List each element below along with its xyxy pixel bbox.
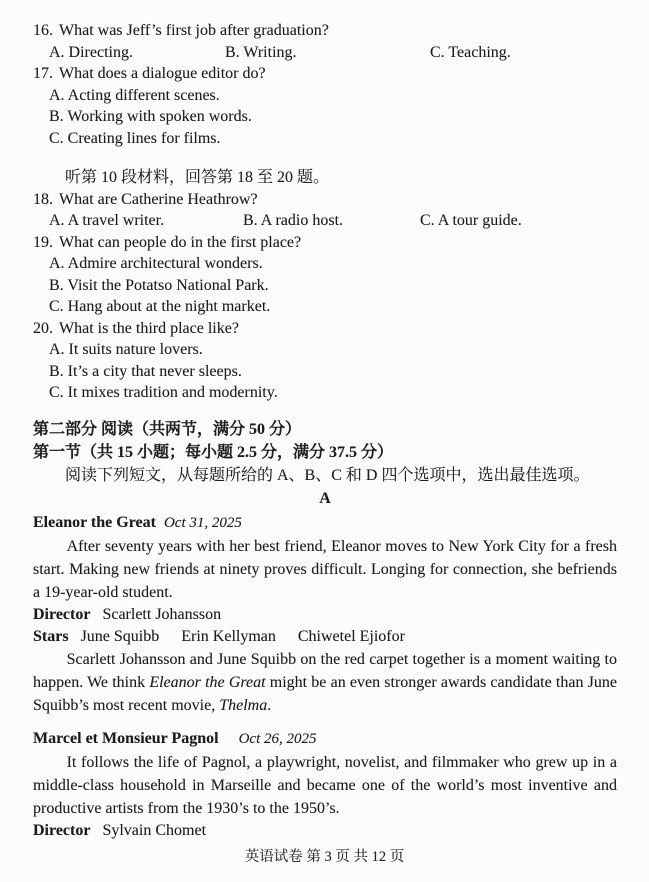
movie1-review <box>33 648 617 717</box>
movie1-date: Oct 31, 2025 <box>163 514 242 531</box>
question-16-number: 16. <box>33 22 53 39</box>
question-18-option-c: C. A tour guide. <box>420 212 522 229</box>
movie1-star-2: Erin Kellyman <box>181 627 276 645</box>
movie2-director-line <box>33 820 617 842</box>
question-17-option-c: C. Creating lines for films. <box>49 129 221 147</box>
reading-instruction: 阅读下列短文，从每题所给的 A、B、C 和 D 四个选项中，选出最佳选项。 <box>65 466 590 484</box>
part-two-header: 第二部分 阅读（共两节，满分 50 分） <box>33 420 302 438</box>
question-17-option-b: B. Working with spoken words. <box>49 108 252 125</box>
question-20-option-c: C. It mixes tradition and modernity. <box>49 384 278 401</box>
question-18 <box>33 189 617 211</box>
movie1-heading <box>33 511 617 535</box>
review-text-3: . <box>267 696 272 714</box>
question-16 <box>33 20 617 42</box>
movie2-heading <box>33 727 617 751</box>
question-19-text: What can people do in the first place? <box>59 233 302 251</box>
question-19-number: 19. <box>33 233 53 251</box>
movie1-star-1: June Squibb <box>80 627 160 645</box>
question-20-options <box>33 339 617 404</box>
director-label: Director <box>33 821 91 839</box>
question-17 <box>33 63 617 85</box>
question-20-text: What is the third place like? <box>59 319 239 337</box>
movie1-title: Eleanor the Great <box>33 513 156 531</box>
question-16-option-a: A. Directing. <box>49 43 133 61</box>
question-17-option-a: A. Acting different scenes. <box>49 86 220 104</box>
question-19-option-c: C. Hang about at the night market. <box>49 298 271 315</box>
director-label: Director <box>33 605 91 623</box>
question-19-options <box>33 253 617 318</box>
question-18-text: What are Catherine Heathrow? <box>59 190 258 208</box>
question-19-option-a: A. Admire architectural wonders. <box>49 255 263 272</box>
movie2-synopsis: It follows the life of Pagnol, a playwright, novelist, and filmmaker who grew up in a middle-class household in Marseille and became one of the world’s most inventive and productive artists from the 1930’s to the 1950’s. <box>33 753 617 817</box>
question-16-option-b: B. Writing. <box>225 43 297 61</box>
movie2-director-name: Sylvain Chomet <box>102 821 207 839</box>
listening-material-note: 听第 10 段材料，回答第 18 至 20 题。 <box>65 169 330 186</box>
movie1-director-line <box>33 604 617 626</box>
question-17-text: What does a dialogue editor do? <box>59 65 266 82</box>
review-text-2: might be an even stronger awards candidate than June Squibb’s most recent movie, <box>33 673 618 714</box>
passage-a <box>33 511 617 842</box>
question-18-options <box>33 210 617 232</box>
question-20-number: 20. <box>33 319 53 337</box>
question-18-option-b: B. A radio host. <box>243 212 344 229</box>
question-17-number: 17. <box>33 65 53 82</box>
review-thelma-italic: Thelma <box>219 696 268 714</box>
movie1-director-name: Scarlett Johansson <box>102 605 222 623</box>
question-19 <box>33 232 617 254</box>
question-19-option-b: B. Visit the Potatso National Park. <box>49 276 269 294</box>
question-18-option-a: A. A travel writer. <box>49 212 165 229</box>
movie2-title: Marcel et Monsieur Pagnol <box>33 729 219 747</box>
question-16-options <box>33 42 617 64</box>
review-movie-title-italic: Eleanor the Great <box>149 673 266 691</box>
page-footer: 英语试卷 第 3 页 共 12 页 <box>244 849 405 865</box>
passage-a-label: A <box>319 489 331 507</box>
reading-section <box>33 418 617 511</box>
movie2-date: Oct 26, 2025 <box>238 730 317 747</box>
movie1-synopsis: After seventy years with her best friend, Eleanor moves to New York City for a fresh start. Making new friends at ninety proves difficult. Longing for connection, she befriends a 19-year-old student. <box>33 537 617 601</box>
movie1-star-3: Chiwetel Ejiofor <box>297 627 405 645</box>
question-20-option-a: A. It suits nature lovers. <box>49 341 203 358</box>
question-20-option-b: B. It’s a city that never sleeps. <box>49 362 242 380</box>
question-17-options <box>33 85 617 150</box>
question-20 <box>33 318 617 340</box>
listening-questions-section <box>33 20 617 404</box>
review-text-1: Scarlett Johansson and June Squibb on the red carpet together is a moment waiting to happen. We think <box>33 650 617 691</box>
question-16-option-c: C. Teaching. <box>430 43 511 61</box>
question-18-number: 18. <box>33 190 53 208</box>
question-16-text: What was Jeff’s first job after graduation? <box>59 22 329 39</box>
movie1-stars-line <box>33 626 617 648</box>
stars-label: Stars <box>33 627 69 645</box>
section-one-header: 第一节（共 15 小题；每小题 2.5 分，满分 37.5 分） <box>33 443 394 461</box>
